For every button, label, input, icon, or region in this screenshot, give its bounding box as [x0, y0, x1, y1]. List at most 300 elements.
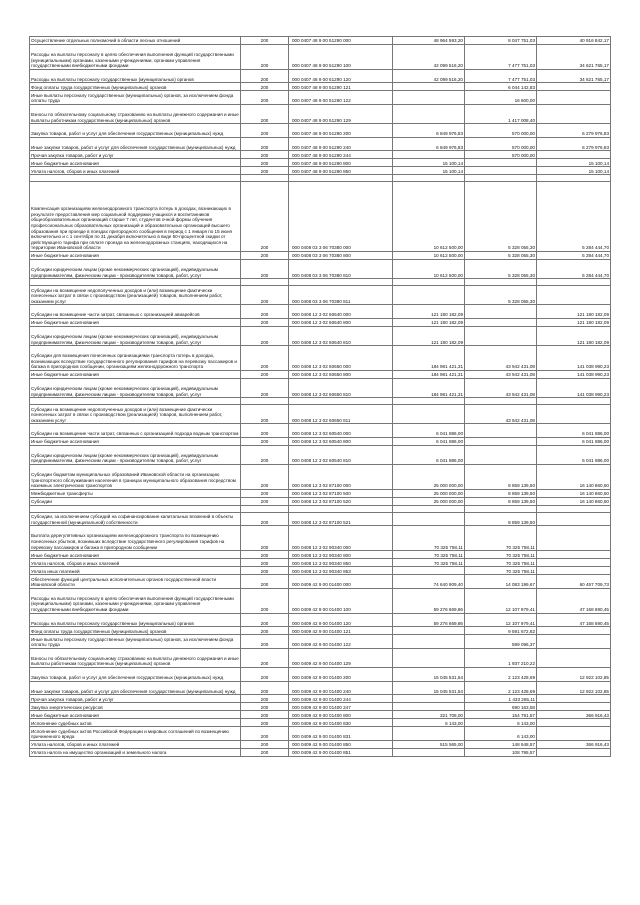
approved-amount-cell: 121 180 182,09 — [393, 326, 465, 345]
line-code-cell: 200 — [241, 512, 289, 526]
line-code-cell: 200 — [241, 648, 289, 667]
table-row — [30, 727, 611, 741]
approved-amount-cell — [393, 279, 465, 286]
unexecuted-amount-cell — [537, 104, 611, 123]
line-code-cell: 200 — [241, 424, 289, 438]
spacer-row — [30, 398, 611, 405]
row-name-cell — [30, 279, 241, 286]
line-code-cell — [241, 279, 289, 286]
approved-amount-cell — [393, 627, 465, 635]
budget-code-cell: 000 0409 42 9 00 01400 830 — [289, 719, 393, 727]
budget-code-cell — [289, 398, 393, 405]
table-row — [30, 445, 611, 464]
line-code-cell: 200 — [241, 251, 289, 259]
unexecuted-amount-cell: 15 100,14 — [537, 167, 611, 175]
unexecuted-amount-cell: 5 284 444,70 — [537, 251, 611, 259]
budget-code-cell: 000 0408 12 3 02 90340 000 — [289, 526, 393, 551]
executed-amount-cell: 8 859 139,50 — [465, 489, 537, 497]
row-name-cell: Закупка товаров, работ и услуг для обеспечения государственных (муниципальных) нужд — [30, 124, 241, 138]
row-name-cell: Уплата налогов, сборов и иных платежей — [30, 740, 241, 748]
budget-code-cell: 000 0408 12 3 02 60650 810 — [289, 378, 393, 397]
executed-amount-cell: 570 000,00 — [465, 137, 537, 151]
executed-amount-cell: 2 123 428,69 — [465, 668, 537, 682]
executed-amount-cell: 599 096,37 — [465, 635, 537, 649]
row-name-cell: Расходы на выплаты персоналу в целях обеспечения выполнения функций государственными (муниципальными) органами, казенными учреждениями, органами управления государственными внебюджетными фондами — [30, 588, 241, 613]
unexecuted-amount-cell — [537, 91, 611, 105]
line-code-cell: 200 — [241, 326, 289, 345]
table-row — [30, 627, 611, 635]
line-code-cell: 200 — [241, 137, 289, 151]
approved-amount-cell — [393, 505, 465, 512]
row-name-cell: Прочая закупка товаров, работ и услуг — [30, 151, 241, 159]
row-name-cell: Межбюджетные трансферты — [30, 489, 241, 497]
executed-amount-cell: 5 328 055,30 — [465, 286, 537, 305]
row-name-cell: Иные бюджетные ассигнования — [30, 551, 241, 559]
budget-code-cell: 000 0409 42 9 00 01400 129 — [289, 648, 393, 667]
table-row — [30, 305, 611, 319]
approved-amount-cell: 121 180 182,09 — [393, 305, 465, 319]
table-row — [30, 703, 611, 711]
line-code-cell: 200 — [241, 711, 289, 719]
row-name-cell: Расходы на выплаты персоналу государственных (муниципальных) органов — [30, 69, 241, 83]
executed-amount-cell: 2 123 428,69 — [465, 681, 537, 695]
line-code-cell — [241, 398, 289, 405]
line-code-cell: 200 — [241, 259, 289, 278]
row-name-cell: Иные закупки товаров, работ и услуг для обеспечения государственных (муниципальных) нужд — [30, 681, 241, 695]
line-code-cell: 200 — [241, 695, 289, 703]
table-row — [30, 748, 611, 756]
unexecuted-amount-cell: 34 621 765,17 — [537, 45, 611, 70]
line-code-cell: 200 — [241, 668, 289, 682]
budget-code-cell: 000 0409 42 9 00 01400 244 — [289, 695, 393, 703]
line-code-cell: 200 — [241, 124, 289, 138]
executed-amount-cell: 570 000,00 — [465, 151, 537, 159]
budget-code-cell: 000 0408 12 3 02 87100 000 — [289, 465, 393, 490]
row-name-cell: Субсидии на возмещение недополученных доходов и (или) возмещение фактически понесенных затрат в связи с производством (реализацией) товаров, выполнением работ, оказанием услуг — [30, 286, 241, 305]
budget-code-cell: 000 0409 42 9 00 01400 122 — [289, 635, 393, 649]
table-body — [30, 37, 611, 757]
approved-amount-cell: 10 612 500,00 — [393, 182, 465, 252]
table-row — [30, 635, 611, 649]
table-row — [30, 711, 611, 719]
executed-amount-cell: 6 044 142,83 — [465, 83, 537, 91]
table-row — [30, 326, 611, 345]
line-code-cell: 200 — [241, 681, 289, 695]
executed-amount-cell — [465, 445, 537, 464]
unexecuted-amount-cell — [537, 83, 611, 91]
line-code-cell: 200 — [241, 719, 289, 727]
approved-amount-cell: 42 099 516,20 — [393, 69, 465, 83]
approved-amount-cell — [393, 703, 465, 711]
row-name-cell: Субсидии юридическим лицам (кроме некоммерческих организаций), индивидуальным предпринимателям, физическим лицам - производителям товаров, работ, услуг — [30, 445, 241, 464]
row-name-cell: Осуществление отдельных полномочий в области лесных отношений — [30, 37, 241, 45]
approved-amount-cell: 6 849 976,83 — [393, 124, 465, 138]
table-row — [30, 613, 611, 627]
executed-amount-cell — [465, 424, 537, 438]
table-row — [30, 740, 611, 748]
executed-amount-cell: 690 163,58 — [465, 703, 537, 711]
executed-amount-cell: 12 107 979,41 — [465, 613, 537, 627]
table-row — [30, 83, 611, 91]
unexecuted-amount-cell — [537, 398, 611, 405]
row-name-cell: Уплата налогов, сборов и иных платежей — [30, 559, 241, 567]
line-code-cell: 200 — [241, 151, 289, 159]
approved-amount-cell: 59 276 669,86 — [393, 588, 465, 613]
row-name-cell: Фонд оплаты труда государственных (муниципальных) органов — [30, 83, 241, 91]
line-code-cell: 200 — [241, 305, 289, 319]
executed-amount-cell: 14 083 199,67 — [465, 575, 537, 589]
spacer-row — [30, 279, 611, 286]
budget-code-cell: 000 0407 48 9 00 51290 244 — [289, 151, 393, 159]
line-code-cell: 200 — [241, 104, 289, 123]
row-name-cell — [30, 505, 241, 512]
unexecuted-amount-cell: 34 621 765,17 — [537, 69, 611, 83]
approved-amount-cell — [393, 635, 465, 649]
line-code-cell — [241, 175, 289, 182]
budget-code-cell: 000 0409 42 9 00 01400 850 — [289, 740, 393, 748]
executed-amount-cell: 5 328 055,30 — [465, 182, 537, 252]
budget-code-cell: 000 0407 48 9 00 51290 850 — [289, 167, 393, 175]
row-name-cell: Расходы на выплаты персоналу в целях обеспечения выполнения функций государственными (муниципальными) органами, казенными учреждениями, органами управления государственными внебюджетными фондами — [30, 45, 241, 70]
table-row — [30, 567, 611, 575]
unexecuted-amount-cell: 121 180 182,09 — [537, 326, 611, 345]
budget-code-cell: 000 0408 12 3 02 87100 500 — [289, 489, 393, 497]
unexecuted-amount-cell: 16 140 860,50 — [537, 465, 611, 490]
executed-amount-cell — [465, 167, 537, 175]
table-row — [30, 551, 611, 559]
table-row — [30, 588, 611, 613]
unexecuted-amount-cell: 60 457 709,73 — [537, 575, 611, 589]
line-code-cell: 200 — [241, 405, 289, 424]
executed-amount-cell — [465, 318, 537, 326]
budget-execution-table — [29, 36, 611, 757]
budget-code-cell: 000 0409 42 9 00 01400 247 — [289, 703, 393, 711]
budget-code-cell: 000 0408 12 3 02 90340 800 — [289, 551, 393, 559]
line-code-cell: 200 — [241, 37, 289, 45]
approved-amount-cell — [393, 175, 465, 182]
approved-amount-cell: 48 964 593,20 — [393, 37, 465, 45]
line-code-cell: 200 — [241, 437, 289, 445]
table-row — [30, 681, 611, 695]
approved-amount-cell: 6 041 886,00 — [393, 437, 465, 445]
row-name-cell: Расходы на выплаты персоналу государственных (муниципальных) органов — [30, 613, 241, 627]
budget-code-cell — [289, 175, 393, 182]
unexecuted-amount-cell: 15 100,14 — [537, 159, 611, 167]
executed-amount-cell: 70 325 758,11 — [465, 526, 537, 551]
row-name-cell: Исполнение судебных актов Российской Федерации и мировых соглашений по возмещению причиненного вреда — [30, 727, 241, 741]
budget-code-cell: 000 0408 03 3 06 70380 000 — [289, 182, 393, 252]
unexecuted-amount-cell: 47 168 690,45 — [537, 588, 611, 613]
budget-code-cell: 000 0407 48 9 00 51290 121 — [289, 83, 393, 91]
row-name-cell: Иные закупки товаров, работ и услуг для обеспечения государственных (муниципальных) нужд — [30, 137, 241, 151]
table-row — [30, 526, 611, 551]
approved-amount-cell: 6 041 886,00 — [393, 445, 465, 464]
approved-amount-cell: 25 000 000,00 — [393, 497, 465, 505]
table-row — [30, 695, 611, 703]
unexecuted-amount-cell: 141 038 990,23 — [537, 370, 611, 378]
table-row — [30, 137, 611, 151]
approved-amount-cell: 10 612 500,00 — [393, 251, 465, 259]
unexecuted-amount-cell — [537, 727, 611, 741]
budget-code-cell: 000 0408 12 3 02 60650 811 — [289, 405, 393, 424]
budget-code-cell: 000 0408 12 3 02 90340 850 — [289, 559, 393, 567]
approved-amount-cell: 10 612 500,00 — [393, 259, 465, 278]
executed-amount-cell — [465, 326, 537, 345]
line-code-cell: 200 — [241, 465, 289, 490]
approved-amount-cell: 74 640 909,40 — [393, 575, 465, 589]
unexecuted-amount-cell: 5 284 444,70 — [537, 182, 611, 252]
row-name-cell: Иные бюджетные ассигнования — [30, 370, 241, 378]
budget-code-cell: 000 0408 12 3 02 87100 520 — [289, 497, 393, 505]
executed-amount-cell — [465, 505, 537, 512]
approved-amount-cell: 15 100,14 — [393, 159, 465, 167]
table-row — [30, 559, 611, 567]
unexecuted-amount-cell: 6 279 976,83 — [537, 124, 611, 138]
line-code-cell: 200 — [241, 575, 289, 589]
executed-amount-cell: 70 325 758,11 — [465, 567, 537, 575]
line-code-cell: 200 — [241, 318, 289, 326]
unexecuted-amount-cell: 121 180 182,09 — [537, 318, 611, 326]
budget-code-cell: 000 0409 42 9 00 01400 851 — [289, 748, 393, 756]
table-row — [30, 286, 611, 305]
budget-code-cell: 000 0408 12 3 02 60640 000 — [289, 305, 393, 319]
line-code-cell: 200 — [241, 627, 289, 635]
row-name-cell: Уплата налога на имущество организаций и земельного налога — [30, 748, 241, 756]
table-row — [30, 151, 611, 159]
budget-code-cell: 000 0408 12 3 02 87100 521 — [289, 512, 393, 526]
budget-code-cell: 000 0409 42 9 00 01400 100 — [289, 588, 393, 613]
line-code-cell: 200 — [241, 159, 289, 167]
executed-amount-cell — [465, 305, 537, 319]
unexecuted-amount-cell: 366 916,43 — [537, 740, 611, 748]
table-row — [30, 668, 611, 682]
budget-code-cell: 000 0408 03 3 06 70380 811 — [289, 286, 393, 305]
unexecuted-amount-cell: 40 916 842,17 — [537, 37, 611, 45]
executed-amount-cell: 5 328 055,30 — [465, 251, 537, 259]
table-row — [30, 719, 611, 727]
budget-code-cell: 000 0408 12 3 02 60540 810 — [289, 445, 393, 464]
unexecuted-amount-cell: 16 140 860,50 — [537, 489, 611, 497]
approved-amount-cell: 70 325 758,11 — [393, 551, 465, 559]
table-row — [30, 575, 611, 589]
unexecuted-amount-cell — [537, 551, 611, 559]
budget-code-cell: 000 0408 12 3 02 60540 000 — [289, 424, 393, 438]
line-code-cell — [241, 505, 289, 512]
approved-amount-cell: 70 325 758,11 — [393, 559, 465, 567]
approved-amount-cell: 25 000 000,00 — [393, 465, 465, 490]
unexecuted-amount-cell — [537, 719, 611, 727]
budget-code-cell: 000 0409 42 9 00 01400 121 — [289, 627, 393, 635]
unexecuted-amount-cell — [537, 512, 611, 526]
line-code-cell: 200 — [241, 182, 289, 252]
approved-amount-cell: 42 099 516,20 — [393, 45, 465, 70]
budget-code-cell — [289, 279, 393, 286]
line-code-cell: 200 — [241, 378, 289, 397]
approved-amount-cell: 25 000 000,00 — [393, 489, 465, 497]
row-name-cell: Субсидии для возмещения понесенных организациями транспорта потерь в доходах, возникающих вследствие государственного регулирования тарифов на перевозку пассажиров и багажа в пригородном сообщении, организациям железнодорожного транспорта — [30, 346, 241, 371]
approved-amount-cell — [393, 567, 465, 575]
budget-code-cell: 000 0409 42 9 00 01400 240 — [289, 681, 393, 695]
row-name-cell: Субсидии бюджетам муниципальных образований Ивановской области на организацию транспортного обслуживания населения в границах муниципального образования посредством наземных электрических транспортов — [30, 465, 241, 490]
table-row — [30, 437, 611, 445]
approved-amount-cell — [393, 91, 465, 105]
line-code-cell: 200 — [241, 91, 289, 105]
unexecuted-amount-cell: 5 284 444,70 — [537, 259, 611, 278]
executed-amount-cell: 16 600,00 — [465, 91, 537, 105]
unexecuted-amount-cell — [537, 559, 611, 567]
row-name-cell: Закупка товаров, работ и услуг для обеспечения государственных (муниципальных) нужд — [30, 668, 241, 682]
row-name-cell: Компенсация организациям железнодорожного транспорта потерь в доходах, возникающих в результате предоставления мер социальной поддержки учащихся и воспитанников общеобразовательных организаций старше 7 лет, студентов очной формы обучения профессиональных образовательных организаций и образовательных организаций высшего образования при проезде в поездах пригородного сообщения в период с 1 января по 15 июня включительно и с 1 сентября по 31 декабря включительно в виде 50-процентной скидки от действующего тарифа при оплате проезда на железнодорожных станциях, находящихся на территории Ивановской области — [30, 182, 241, 252]
approved-amount-cell: 70 325 758,11 — [393, 526, 465, 551]
unexecuted-amount-cell: 6 041 886,00 — [537, 424, 611, 438]
line-code-cell: 200 — [241, 286, 289, 305]
row-name-cell: Иные бюджетные ассигнования — [30, 437, 241, 445]
executed-amount-cell — [465, 279, 537, 286]
approved-amount-cell — [393, 405, 465, 424]
approved-amount-cell: 121 180 182,09 — [393, 318, 465, 326]
table-row — [30, 370, 611, 378]
unexecuted-amount-cell — [537, 405, 611, 424]
budget-code-cell: 000 0409 42 9 00 01400 200 — [289, 668, 393, 682]
executed-amount-cell: 108 795,57 — [465, 748, 537, 756]
executed-amount-cell: 5 328 055,30 — [465, 259, 537, 278]
row-name-cell: Обеспечение функций центральных исполнительных органов государственной власти Ивановской области — [30, 575, 241, 589]
row-name-cell: Иные бюджетные ассигнования — [30, 711, 241, 719]
unexecuted-amount-cell: 6 041 886,00 — [537, 437, 611, 445]
spacer-row — [30, 505, 611, 512]
line-code-cell: 200 — [241, 727, 289, 741]
unexecuted-amount-cell: 141 038 990,23 — [537, 378, 611, 397]
budget-code-cell: 000 0408 12 3 02 90340 853 — [289, 567, 393, 575]
unexecuted-amount-cell: 16 140 860,50 — [537, 497, 611, 505]
budget-code-cell: 000 0407 48 9 00 51290 100 — [289, 45, 393, 70]
executed-amount-cell: 148 648,57 — [465, 740, 537, 748]
row-name-cell: Субсидии — [30, 497, 241, 505]
approved-amount-cell: 321 708,00 — [393, 711, 465, 719]
row-name-cell: Прочая закупка товаров, работ и услуг — [30, 695, 241, 703]
budget-code-cell: 000 0408 12 3 02 60540 800 — [289, 437, 393, 445]
line-code-cell: 200 — [241, 551, 289, 559]
table-row — [30, 91, 611, 105]
table-row — [30, 318, 611, 326]
budget-code-cell: 000 0409 42 9 00 01400 800 — [289, 711, 393, 719]
row-name-cell: Субсидии юридическим лицам (кроме некоммерческих организаций), индивидуальным предпринимателям, физическим лицам - производителям товаров, работ, услуг — [30, 378, 241, 397]
unexecuted-amount-cell: 47 168 690,45 — [537, 613, 611, 627]
executed-amount-cell: 8 859 139,50 — [465, 497, 537, 505]
approved-amount-cell: 15 045 531,54 — [393, 668, 465, 682]
unexecuted-amount-cell — [537, 627, 611, 635]
table-row — [30, 124, 611, 138]
unexecuted-amount-cell: 12 922 102,85 — [537, 668, 611, 682]
table-row — [30, 251, 611, 259]
row-name-cell: Субсидии юридическим лицам (кроме некоммерческих организаций), индивидуальным предпринимателям, физическим лицам - производителям товаров, работ, услуг — [30, 326, 241, 345]
table-row — [30, 378, 611, 397]
executed-amount-cell: 43 942 431,08 — [465, 370, 537, 378]
executed-amount-cell: 154 791,57 — [465, 711, 537, 719]
executed-amount-cell: 1 937 210,22 — [465, 648, 537, 667]
budget-code-cell: 000 0408 03 3 06 70380 800 — [289, 251, 393, 259]
approved-amount-cell: 184 981 421,31 — [393, 346, 465, 371]
executed-amount-cell — [465, 175, 537, 182]
approved-amount-cell: 6 143,00 — [393, 719, 465, 727]
row-name-cell: Иные бюджетные ассигнования — [30, 318, 241, 326]
table-row — [30, 346, 611, 371]
row-name-cell: Субсидии юридическим лицам (кроме некоммерческих организаций), индивидуальным предпринимателям, физическим лицам - производителям товаров, работ, услуг — [30, 259, 241, 278]
line-code-cell: 200 — [241, 370, 289, 378]
line-code-cell: 200 — [241, 497, 289, 505]
budget-code-cell: 000 0407 48 9 00 51290 200 — [289, 124, 393, 138]
table-row — [30, 104, 611, 123]
executed-amount-cell: 70 325 758,11 — [465, 551, 537, 559]
executed-amount-cell: 6 143,00 — [465, 719, 537, 727]
approved-amount-cell — [393, 648, 465, 667]
table-row — [30, 424, 611, 438]
approved-amount-cell: 6 041 886,00 — [393, 424, 465, 438]
approved-amount-cell: 6 849 976,83 — [393, 137, 465, 151]
line-code-cell: 200 — [241, 445, 289, 464]
row-name-cell: Субсидии на возмещение недополученных доходов и (или) возмещение фактически понесенных затрат в связи с производством (реализацией) товаров, выполнением работ, оказанием услуг — [30, 405, 241, 424]
unexecuted-amount-cell — [537, 286, 611, 305]
table-row — [30, 182, 611, 252]
unexecuted-amount-cell: 6 041 886,00 — [537, 445, 611, 464]
unexecuted-amount-cell — [537, 175, 611, 182]
row-name-cell: Иные бюджетные ассигнования — [30, 159, 241, 167]
line-code-cell: 200 — [241, 740, 289, 748]
approved-amount-cell — [393, 727, 465, 741]
row-name-cell: Уплата иных платежей — [30, 567, 241, 575]
budget-code-cell: 000 0409 42 9 00 01400 000 — [289, 575, 393, 589]
table-row — [30, 648, 611, 667]
table-row — [30, 159, 611, 167]
line-code-cell: 200 — [241, 559, 289, 567]
row-name-cell: Взносы по обязательному социальному страхованию на выплаты денежного содержания и иные выплаты работникам государственных (муниципальных) органов — [30, 648, 241, 667]
executed-amount-cell: 7 477 751,03 — [465, 45, 537, 70]
approved-amount-cell — [393, 748, 465, 756]
unexecuted-amount-cell — [537, 505, 611, 512]
row-name-cell: Взносы по обязательному социальному страхованию на выплаты денежного содержания и иные выплаты работникам государственных (муниципальных) органов — [30, 104, 241, 123]
executed-amount-cell: 43 942 431,08 — [465, 346, 537, 371]
budget-code-cell: 000 0408 12 3 02 60640 800 — [289, 318, 393, 326]
budget-code-cell: 000 0408 12 3 02 60650 800 — [289, 370, 393, 378]
budget-code-cell: 000 0407 48 9 00 51290 120 — [289, 69, 393, 83]
approved-amount-cell: 184 981 421,31 — [393, 378, 465, 397]
executed-amount-cell: 1 433 265,11 — [465, 695, 537, 703]
executed-amount-cell: 70 325 758,11 — [465, 559, 537, 567]
approved-amount-cell — [393, 695, 465, 703]
row-name-cell: Субсидии на возмещение части затрат, связанных с организацией подхода водным транспортом — [30, 424, 241, 438]
unexecuted-amount-cell — [537, 748, 611, 756]
approved-amount-cell: 515 565,00 — [393, 740, 465, 748]
budget-code-cell: 000 0408 03 3 06 70380 810 — [289, 259, 393, 278]
row-name-cell: Иные выплаты персоналу государственных (муниципальных) органов, за исключением фонда оплаты труда — [30, 91, 241, 105]
approved-amount-cell — [393, 83, 465, 91]
table-row — [30, 69, 611, 83]
row-name-cell: Уплата налогов, сборов и иных платежей — [30, 167, 241, 175]
unexecuted-amount-cell — [537, 703, 611, 711]
unexecuted-amount-cell: 6 279 976,83 — [537, 137, 611, 151]
line-code-cell: 200 — [241, 748, 289, 756]
table-row — [30, 489, 611, 497]
table-row — [30, 497, 611, 505]
executed-amount-cell — [465, 437, 537, 445]
table-row — [30, 405, 611, 424]
approved-amount-cell — [393, 286, 465, 305]
row-name-cell — [30, 398, 241, 405]
executed-amount-cell: 9 591 672,82 — [465, 627, 537, 635]
line-code-cell: 200 — [241, 489, 289, 497]
table-row — [30, 465, 611, 490]
row-name-cell: Выплата дерегулятивных организациям железнодорожного транспорта по возмещению понесенных убытков, возникших вследствие государственного регулирования тарифов на перевозку пассажиров и багажа в пригородном сообщении — [30, 526, 241, 551]
